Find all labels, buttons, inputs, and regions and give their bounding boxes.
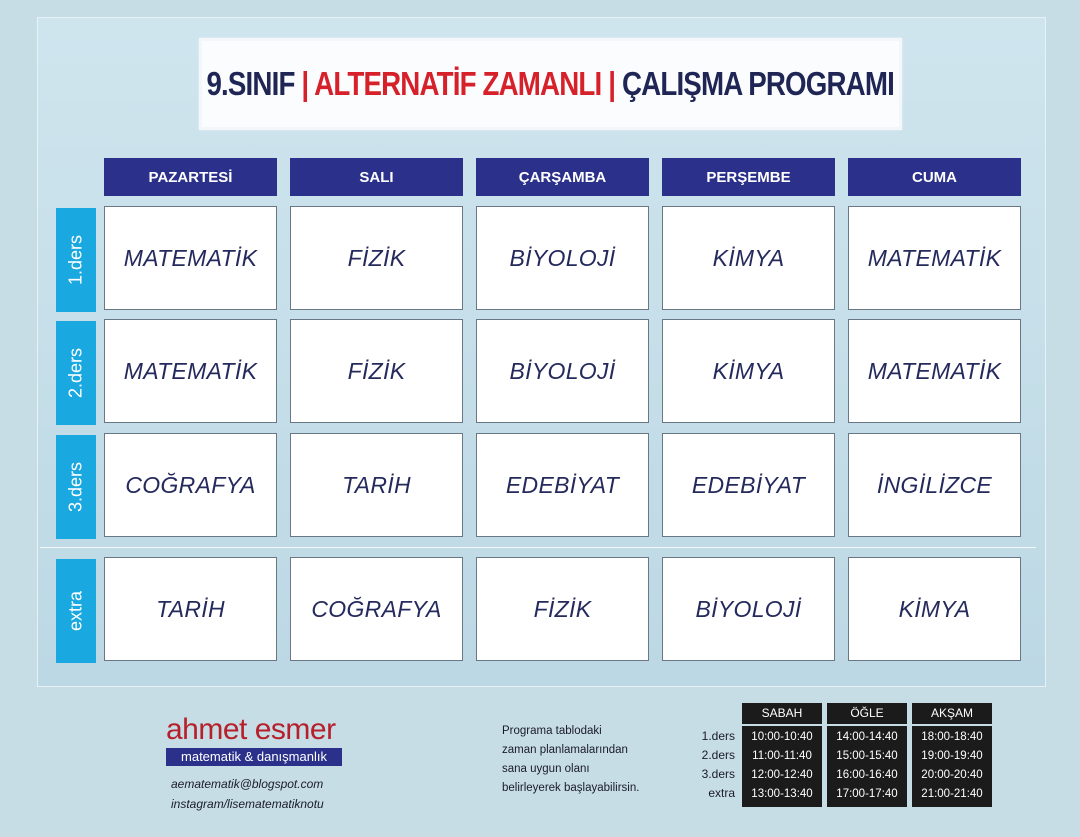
divider — [40, 547, 1036, 548]
subject-cell: KİMYA — [848, 557, 1021, 661]
time-slot: 11:00-11:40 — [752, 750, 812, 762]
subject-cell: KİMYA — [662, 319, 835, 423]
day-header-monday: PAZARTESİ — [104, 158, 277, 196]
note-line: Programa tablodaki — [502, 725, 602, 737]
time-column-header: ÖĞLE — [827, 703, 907, 726]
instruction-note — [502, 722, 672, 798]
title-grade: 9.SINIF — [206, 65, 295, 102]
brand-name: ahmet esmer — [166, 713, 336, 746]
row-label-extra — [56, 559, 96, 663]
row-label-text: 3.ders — [65, 461, 86, 513]
time-slot: 19:00-19:40 — [921, 750, 983, 762]
time-row-label: 2.ders — [701, 748, 735, 762]
row-label-text: extra — [65, 590, 86, 632]
subject-cell: MATEMATİK — [104, 206, 277, 310]
subject-cell: BİYOLOJİ — [476, 319, 649, 423]
time-slot: 15:00-15:40 — [836, 750, 898, 762]
subject-cell: TARİH — [290, 433, 463, 537]
subject-cell: İNGİLİZCE — [848, 433, 1021, 537]
row-label-text: 1.ders — [65, 234, 86, 286]
time-slot: 21:00-21:40 — [921, 788, 983, 800]
time-slot: 17:00-17:40 — [836, 788, 898, 800]
title-separator: | — [301, 65, 309, 102]
time-row-label: 3.ders — [701, 767, 735, 781]
subject-cell: COĞRAFYA — [290, 557, 463, 661]
title-highlight: ALTERNATİF ZAMANLI — [314, 65, 602, 102]
subject-cell: EDEBİYAT — [476, 433, 649, 537]
row-label-text: 2.ders — [65, 347, 86, 399]
subject-cell: COĞRAFYA — [104, 433, 277, 537]
time-column-evening — [912, 703, 992, 807]
row-label-1 — [56, 208, 96, 312]
subject-cell: MATEMATİK — [848, 319, 1021, 423]
time-slot: 10:00-10:40 — [751, 731, 813, 743]
subject-cell: MATEMATİK — [848, 206, 1021, 310]
row-label-2 — [56, 321, 96, 425]
note-line: belirleyerek başlayabilirsin. — [502, 782, 640, 794]
note-line: sana uygun olanı — [502, 763, 590, 775]
subject-cell: FİZİK — [290, 206, 463, 310]
subject-cell: KİMYA — [662, 206, 835, 310]
time-column-header: SABAH — [742, 703, 822, 726]
subject-cell: BİYOLOJİ — [476, 206, 649, 310]
time-slot: 16:00-16:40 — [836, 769, 898, 781]
instagram-link[interactable]: instagram/lisematematiknotu — [171, 797, 324, 811]
day-header-thursday: PERŞEMBE — [662, 158, 835, 196]
time-slot: 14:00-14:40 — [836, 731, 898, 743]
time-slot: 12:00-12:40 — [751, 769, 813, 781]
time-slot: 18:00-18:40 — [921, 731, 983, 743]
day-header-tuesday: SALI — [290, 158, 463, 196]
day-header-friday: CUMA — [848, 158, 1021, 196]
time-row-label: extra — [708, 786, 735, 800]
subject-cell: MATEMATİK — [104, 319, 277, 423]
time-column-morning — [742, 703, 822, 807]
subject-cell: FİZİK — [476, 557, 649, 661]
title-banner — [199, 38, 902, 130]
subject-cell: EDEBİYAT — [662, 433, 835, 537]
day-header-wednesday: ÇARŞAMBA — [476, 158, 649, 196]
blog-link[interactable]: aematematik@blogspot.com — [171, 777, 324, 791]
time-column-header: AKŞAM — [912, 703, 992, 726]
subject-cell: FİZİK — [290, 319, 463, 423]
page-title — [207, 65, 894, 103]
time-slot: 20:00-20:40 — [921, 769, 983, 781]
subject-cell: TARİH — [104, 557, 277, 661]
row-label-3 — [56, 435, 96, 539]
title-program: ÇALIŞMA PROGRAMI — [622, 65, 895, 102]
time-slot: 13:00-13:40 — [751, 788, 813, 800]
time-row-labels — [690, 727, 735, 803]
subject-cell: BİYOLOJİ — [662, 557, 835, 661]
brand-subtitle: matematik & danışmanlık — [166, 748, 342, 766]
note-line: zaman planlamalarından — [502, 744, 628, 756]
time-column-noon — [827, 703, 907, 807]
title-separator: | — [608, 65, 616, 102]
time-row-label: 1.ders — [701, 729, 735, 743]
